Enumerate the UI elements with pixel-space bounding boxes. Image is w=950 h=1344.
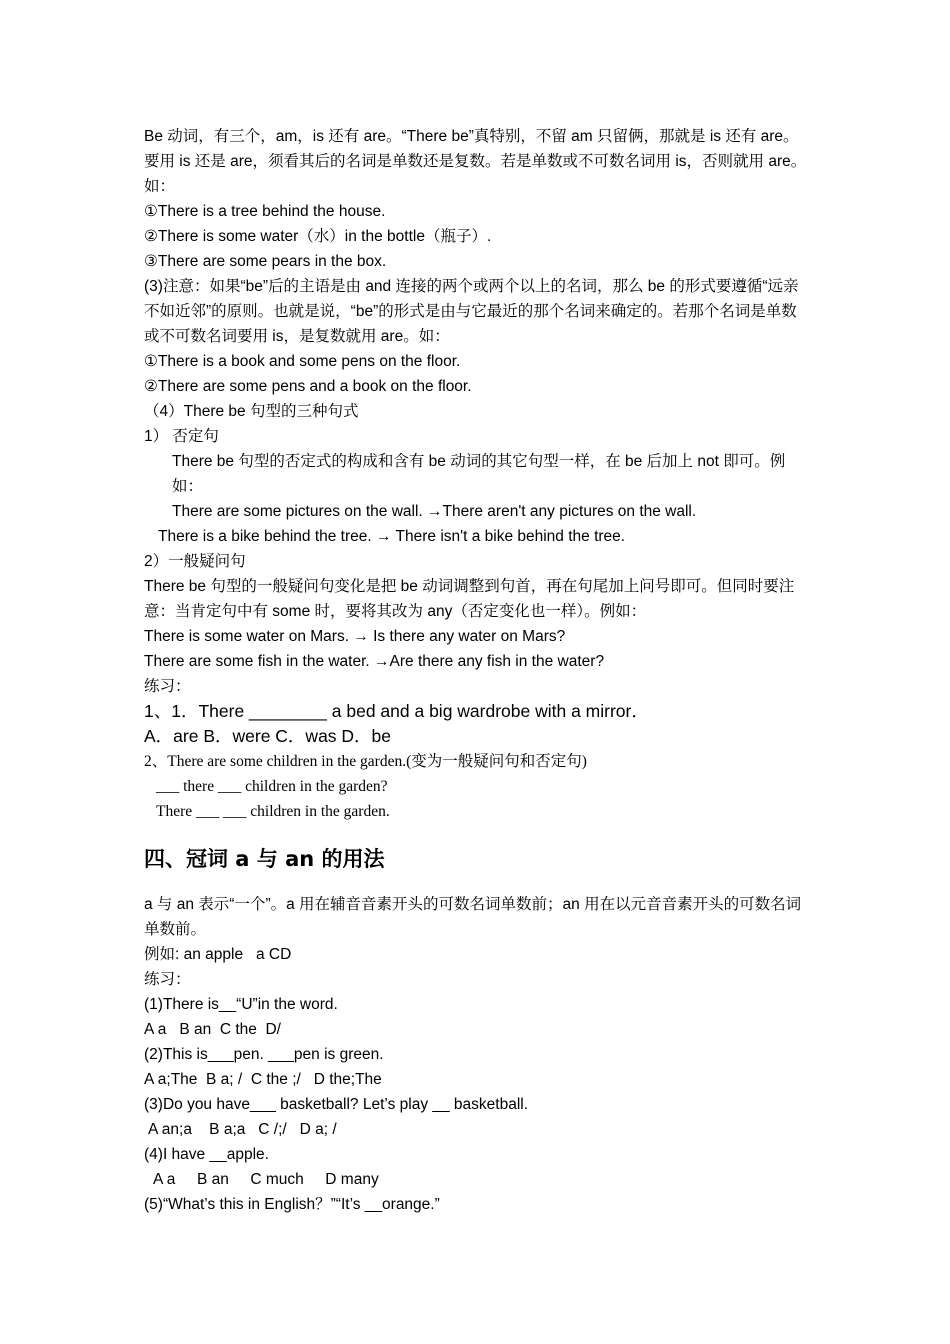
section-heading: 四、冠词 a 与 an 的用法 [144, 847, 385, 871]
practice-1-question: 1、1．There ________ a bed and a big wardrobe with a mirror． [144, 701, 649, 721]
negative-title: 1） 否定句 [144, 428, 219, 445]
exercise-5-question: (5)“What’s this in English？”“It’s __orange.” [144, 1196, 440, 1213]
negative-description: There be 句型的否定式的构成和含有 be 动词的其它句型一样，在 be 后加上 not 即可。例如： [172, 453, 786, 495]
note-example-2: ②There are some pens and a book on the floor. [144, 378, 472, 395]
forms-title: （4）There be 句型的三种句式 [144, 403, 359, 420]
negative-example-2: There is a bike behind the tree. → There isn't a bike behind the tree. [158, 528, 626, 545]
document-page [144, 124, 812, 1217]
example-1: ①There is a tree behind the house. [144, 203, 386, 220]
note-paragraph: (3)注意：如果“be”后的主语是由 and 连接的两个或两个以上的名词，那么 be 的形式要遵循“远亲不如近邻”的原则。也就是说，“be”的形式是由与它最近的那个名词来确定的。若那个名词是单数或不可数名词要用 is，是复数就用 are。如： [144, 278, 799, 345]
exercise-2-options: A a;The B a; / C the ;/ D the;The [144, 1071, 382, 1088]
practice-2-question: 2、There are some children in the garden.(变为一般疑问句和否定句) [144, 753, 587, 770]
exercise-1-options: A a B an C the D/ [144, 1021, 281, 1038]
practice-2-answer-2: There ___ ___ children in the garden. [156, 803, 390, 820]
exercise-4-options: A a B an C much D many [153, 1171, 379, 1188]
question-description: There be 句型的一般疑问句变化是把 be 动词调整到句首，再在句尾加上问号即可。但同时要注意：当肯定句中有 some 时，要将其改为 any（否定变化也一样）。例如： [144, 578, 795, 620]
exercise-4-question: (4)I have __apple. [144, 1146, 269, 1163]
exercise-3-question: (3)Do you have___ basketball? Let’s play __ basketball. [144, 1096, 529, 1113]
example-2: ②There is some water（水）in the bottle（瓶子）. [144, 228, 492, 245]
exercise-3-options: A an;a B a;a C /;/ D a; / [148, 1121, 337, 1138]
article-practice-label: 练习： [144, 971, 191, 988]
negative-example-1: There are some pictures on the wall. →There aren't any pictures on the wall. [172, 503, 697, 520]
article-intro: a 与 an 表示“一个”。a 用在辅音音素开头的可数名词单数前；an 用在以元音音素开头的可数名词单数前。 [144, 896, 802, 938]
note-example-1: ①There is a book and some pens on the floor. [144, 353, 461, 370]
article-example: 例如: an apple a CD [144, 946, 292, 963]
exercise-2-question: (2)This is___pen. ___pen is green. [144, 1046, 384, 1063]
example-3: ③There are some pears in the box. [144, 253, 387, 270]
question-example-2: There are some fish in the water. →Are there any fish in the water? [144, 653, 605, 670]
practice-1-options: A．are B．were C．was D．be [144, 726, 392, 746]
practice-label: 练习： [144, 678, 191, 695]
question-title: 2）一般疑问句 [144, 553, 246, 570]
exercise-1-question: (1)There is__“U”in the word. [144, 996, 338, 1013]
be-verb-intro: Be 动词，有三个，am，is 还有 are。“There be”真特别，不留 am 只留俩，那就是 is 还有 are。要用 is 还是 are，须看其后的名词是单数还是复数。若是单数或不可数名词用 is，否则就用 are。如： [144, 128, 807, 195]
practice-2-answer-1: ___ there ___ children in the garden? [156, 778, 388, 795]
question-example-1: There is some water on Mars. → Is there any water on Mars? [144, 628, 566, 645]
